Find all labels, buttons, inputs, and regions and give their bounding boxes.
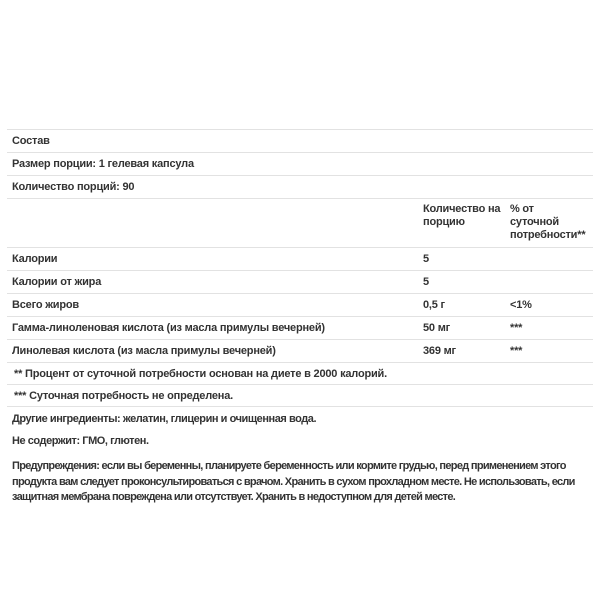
does-not-contain-text: Не содержит: ГМО, глютен. — [12, 435, 149, 447]
nutrient-label: Всего жиров — [12, 299, 79, 311]
table-row — [7, 317, 593, 340]
table-row — [7, 271, 593, 294]
table-row — [7, 294, 593, 317]
serving-size: Размер порции: 1 гелевая капсула — [12, 158, 194, 170]
other-ingredients-text: Другие ингредиенты: желатин, глицерин и очищенная вода. — [12, 413, 317, 425]
servings-per-container: Количество порций: 90 — [12, 181, 135, 193]
footnote-row — [7, 385, 593, 407]
facts-title: Состав — [12, 135, 50, 147]
column-header-daily-value: % от суточной потребности** — [510, 203, 586, 241]
nutrient-label: Линолевая кислота (из масла примулы вечерней) — [12, 345, 276, 357]
nutrient-amount: 50 мг — [423, 322, 451, 334]
table-row — [7, 340, 593, 363]
footnote-daily-value-basis: ** Процент от суточной потребности основан на диете в 2000 калорий. — [14, 367, 387, 380]
nutrient-daily-value: *** — [510, 345, 523, 357]
nutrient-daily-value: <1% — [510, 299, 532, 311]
nutrient-amount: 369 мг — [423, 345, 456, 357]
serving-size-row — [7, 153, 593, 176]
footnote-dv-not-established: *** Суточная потребность не определена. — [14, 389, 234, 402]
servings-per-container-row — [7, 176, 593, 199]
supplement-facts-panel — [7, 129, 593, 407]
nutrient-amount: 5 — [423, 276, 429, 288]
warnings-text: Предупреждения: если вы беременны, планируете беременность или кормите грудью, перед применением этого продукта вам следует проконсультироваться с врачом. Хранить в сухом прохладном месте. Не использовать, если защитная мембрана повреждена или отсутствует. Хранить в недоступном для детей месте. — [12, 460, 575, 503]
nutrient-label: Гамма-линоленовая кислота (из масла примулы вечерней) — [12, 322, 325, 334]
product-details-section — [12, 413, 593, 506]
facts-header-row — [7, 199, 593, 248]
column-header-amount: Количество на порцию — [423, 203, 501, 228]
nutrient-amount: 5 — [423, 253, 429, 265]
facts-title-row — [7, 130, 593, 153]
nutrient-label: Калории от жира — [12, 276, 102, 288]
nutrient-label: Калории — [12, 253, 58, 265]
nutrient-amount: 0,5 г — [423, 299, 445, 311]
footnote-row — [7, 363, 593, 385]
table-row — [7, 248, 593, 271]
nutrient-daily-value: *** — [510, 322, 523, 334]
